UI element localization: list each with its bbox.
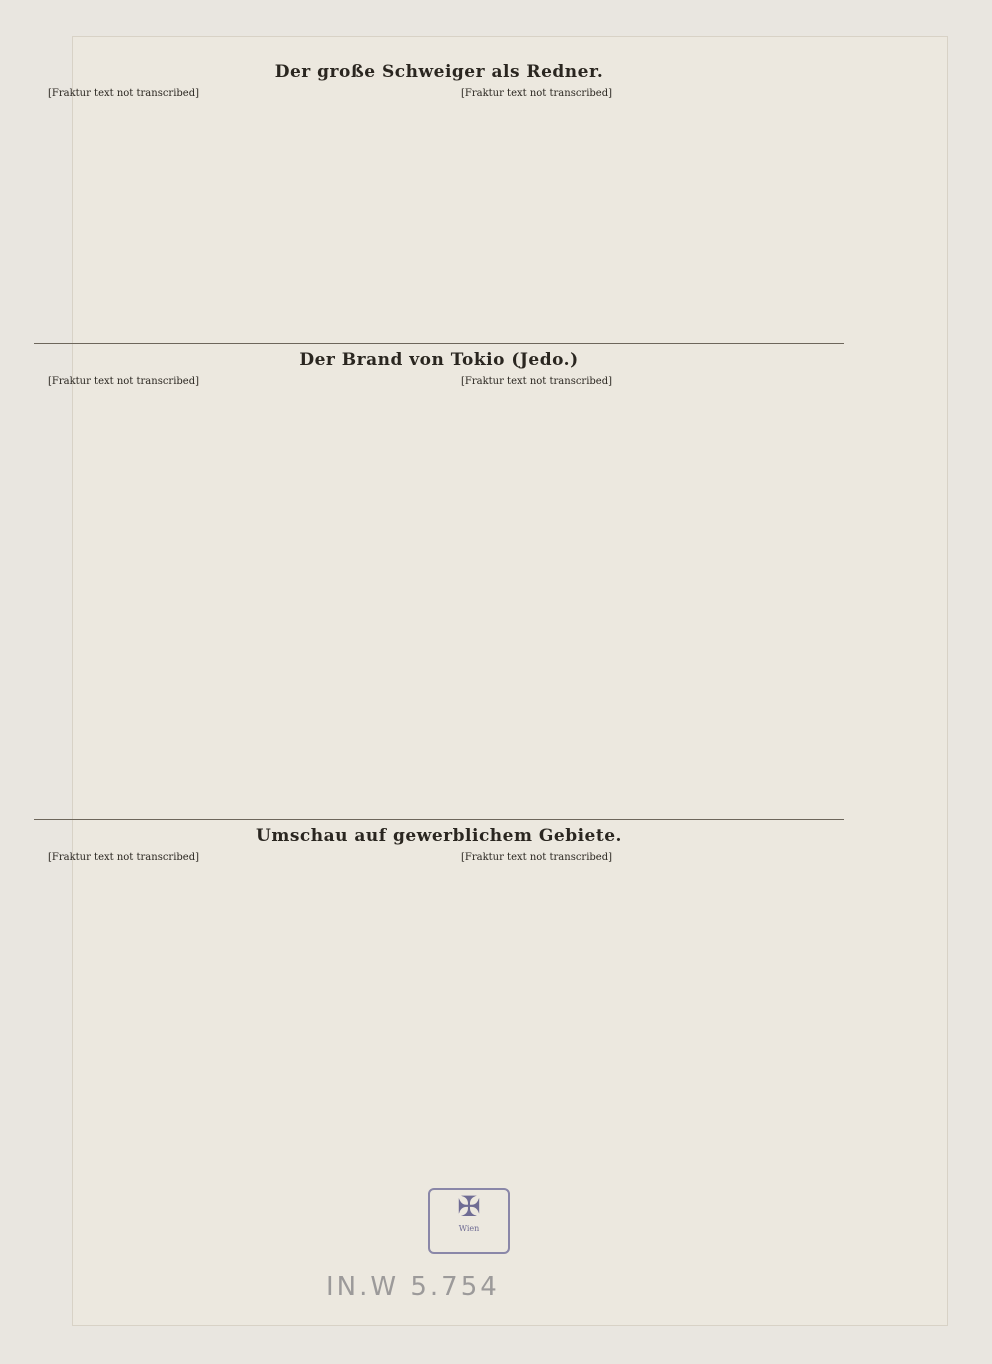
article-1-left-column	[34, 88, 431, 346]
article-2-right-column	[447, 376, 844, 811]
article-3-right-text: [Fraktur text not transcribed]	[461, 852, 613, 863]
article-2-headline: Der Brand von Tokio (Jedo.)	[299, 350, 579, 370]
article-2-right-text: [Fraktur text not transcribed]	[461, 376, 613, 387]
article-3-left-text: [Fraktur text not transcribed]	[48, 852, 200, 863]
article-3-left-column	[34, 852, 431, 1260]
article-1-right-text: [Fraktur text not transcribed]	[461, 88, 613, 99]
handwritten-inventory-number: IN.W 5.754	[326, 1272, 500, 1302]
article-2-left-column	[34, 376, 431, 811]
article-3-headline: Umschau auf gewerblichem Gebiete.	[256, 826, 622, 846]
article-1-right-column	[447, 88, 844, 346]
library-stamp	[428, 1188, 510, 1254]
section-divider	[34, 343, 844, 344]
article-1	[34, 62, 844, 346]
stamp-text: Wien	[458, 1224, 480, 1233]
section-divider	[34, 819, 844, 820]
article-2-left-text: [Fraktur text not transcribed]	[48, 376, 200, 387]
article-1-headline: Der große Schweiger als Redner.	[274, 62, 604, 82]
article-2	[34, 350, 844, 811]
article-1-left-text: [Fraktur text not transcribed]	[48, 88, 200, 99]
eagle-icon: ✠	[457, 1190, 481, 1223]
